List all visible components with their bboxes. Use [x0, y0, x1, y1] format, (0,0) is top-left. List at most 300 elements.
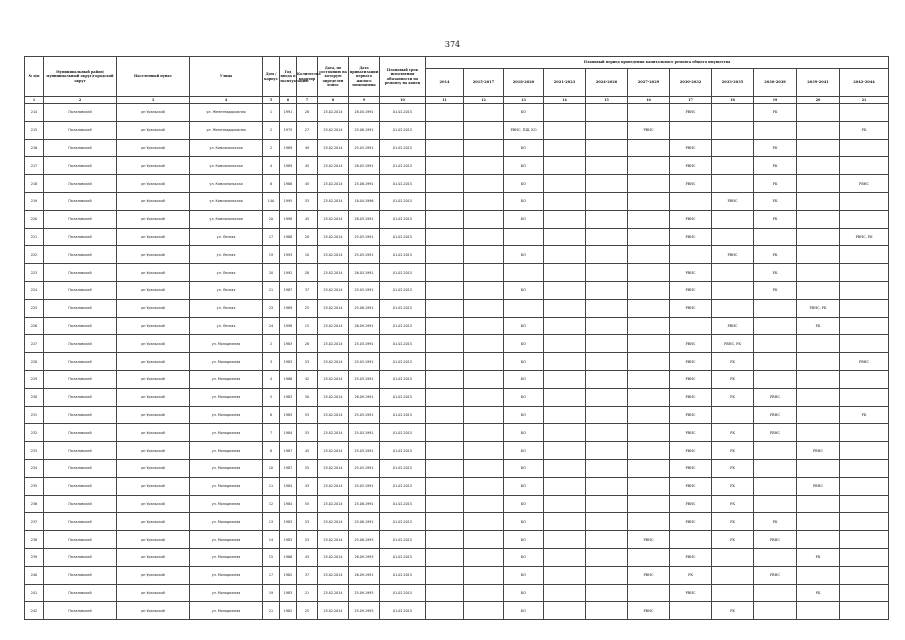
- plan-cell: [712, 104, 754, 122]
- plan-cell: [544, 602, 586, 620]
- table-row: [25, 424, 889, 442]
- plan-cell: [544, 121, 586, 139]
- plan-cell: КО: [504, 566, 544, 584]
- row-number: 234: [25, 459, 44, 477]
- date-state-cell: 25.02.2014: [318, 317, 349, 335]
- plan-cell: [464, 531, 504, 549]
- header-year-period: 2030-2032: [670, 69, 712, 97]
- date-privatization-cell: 26.09.1991: [349, 317, 380, 335]
- row-number: 235: [25, 477, 44, 495]
- deadline-cell: 01.02.2015: [380, 370, 426, 388]
- house-cell: 23: [263, 299, 280, 317]
- deadline-cell: 01.02.2015: [380, 566, 426, 584]
- house-cell: 17: [263, 228, 280, 246]
- plan-cell: [628, 477, 670, 495]
- plan-cell: [670, 121, 712, 139]
- plan-cell: [840, 139, 889, 157]
- plan-cell: [797, 406, 840, 424]
- plan-cell: [754, 317, 797, 335]
- plan-cell: [426, 424, 464, 442]
- apartments-cell: 49: [297, 139, 318, 157]
- year-built-cell: 1988: [280, 228, 297, 246]
- year-built-cell: 1975: [280, 121, 297, 139]
- plan-cell: КО: [504, 317, 544, 335]
- date-privatization-cell: 25.09.1993: [349, 602, 380, 620]
- date-privatization-cell: 28.05.1991: [349, 104, 380, 122]
- plan-cell: [840, 477, 889, 495]
- plan-cell: [840, 299, 889, 317]
- street-cell: ул. Молодежная: [190, 370, 263, 388]
- plan-cell: [426, 584, 464, 602]
- street-cell: ул. Лесная: [190, 228, 263, 246]
- table-row: [25, 459, 889, 477]
- plan-cell: [544, 210, 586, 228]
- plan-cell: [544, 317, 586, 335]
- plan-cell: [712, 281, 754, 299]
- plan-cell: [544, 459, 586, 477]
- column-number: 2: [44, 97, 117, 104]
- plan-cell: [544, 157, 586, 175]
- plan-cell: КО: [504, 477, 544, 495]
- plan-cell: [712, 406, 754, 424]
- plan-cell: РВНС: [670, 584, 712, 602]
- plan-cell: [840, 104, 889, 122]
- header-apartments: Количество квартир: [297, 57, 318, 97]
- district-cell: Пыталовский: [44, 602, 117, 620]
- header-year-period: 2014: [426, 69, 464, 97]
- date-privatization-cell: 26.09.1993: [349, 548, 380, 566]
- plan-cell: [797, 424, 840, 442]
- header-year-period: 2042-2044: [840, 69, 889, 97]
- plan-cell: РВНС: [670, 495, 712, 513]
- year-built-cell: 1998: [280, 317, 297, 335]
- plan-cell: [586, 584, 628, 602]
- plan-cell: РК: [840, 406, 889, 424]
- year-built-cell: 1991: [280, 104, 297, 122]
- row-number: 231: [25, 406, 44, 424]
- plan-cell: [712, 584, 754, 602]
- date-privatization-cell: 25.03.1991: [349, 139, 380, 157]
- plan-cell: [426, 442, 464, 460]
- plan-cell: [464, 335, 504, 353]
- house-cell: 19: [263, 584, 280, 602]
- street-cell: ул. Лесная: [190, 281, 263, 299]
- plan-cell: РВНС: [797, 477, 840, 495]
- district-cell: Пыталовский: [44, 584, 117, 602]
- plan-cell: [464, 566, 504, 584]
- plan-cell: [586, 228, 628, 246]
- year-built-cell: 1984: [280, 495, 297, 513]
- plan-cell: [797, 210, 840, 228]
- house-cell: 7: [263, 424, 280, 442]
- row-number: 239: [25, 548, 44, 566]
- house-cell: 2А: [263, 210, 280, 228]
- street-cell: ул. Железнодорожная: [190, 104, 263, 122]
- date-state-cell: 25.02.2014: [318, 531, 349, 549]
- settlement-cell: рп Уральский: [117, 228, 190, 246]
- plan-cell: РВНС: [670, 264, 712, 282]
- date-state-cell: 25.02.2014: [318, 495, 349, 513]
- plan-cell: [426, 353, 464, 371]
- document-sheet: [24, 56, 888, 620]
- plan-cell: [840, 566, 889, 584]
- plan-cell: [754, 353, 797, 371]
- plan-cell: РК: [712, 602, 754, 620]
- deadline-cell: 01.02.2015: [380, 584, 426, 602]
- street-cell: ул. Молодежная: [190, 548, 263, 566]
- plan-cell: РВНС: [628, 121, 670, 139]
- plan-cell: [426, 495, 464, 513]
- table-row: [25, 442, 889, 460]
- plan-cell: [628, 335, 670, 353]
- apartments-cell: 20: [297, 228, 318, 246]
- date-state-cell: 25.02.2014: [318, 353, 349, 371]
- column-number: 18: [712, 97, 754, 104]
- date-privatization-cell: 25.03.1991: [349, 459, 380, 477]
- column-number: 19: [754, 97, 797, 104]
- apartments-cell: 28: [297, 104, 318, 122]
- plan-cell: РК: [754, 175, 797, 193]
- date-state-cell: 25.02.2014: [318, 139, 349, 157]
- plan-cell: КО: [504, 513, 544, 531]
- table-row: [25, 531, 889, 549]
- plan-cell: РВНС: [754, 424, 797, 442]
- plan-cell: РВНС: [670, 210, 712, 228]
- plan-cell: [840, 442, 889, 460]
- plan-cell: КО: [504, 246, 544, 264]
- settlement-cell: рп Уральский: [117, 299, 190, 317]
- date-state-cell: 25.02.2014: [318, 281, 349, 299]
- plan-cell: [426, 531, 464, 549]
- row-number: 223: [25, 264, 44, 282]
- plan-cell: [544, 264, 586, 282]
- date-privatization-cell: 25.08.1991: [349, 495, 380, 513]
- date-state-cell: 25.02.2014: [318, 566, 349, 584]
- date-state-cell: 25.02.2014: [318, 370, 349, 388]
- district-cell: Пыталовский: [44, 353, 117, 371]
- settlement-cell: рп Уральский: [117, 584, 190, 602]
- plan-cell: РВНС: [670, 335, 712, 353]
- table-row: [25, 370, 889, 388]
- date-state-cell: 25.02.2014: [318, 157, 349, 175]
- house-cell: 3: [263, 353, 280, 371]
- deadline-cell: 01.02.2015: [380, 513, 426, 531]
- plan-cell: [797, 459, 840, 477]
- plan-cell: РВНС: [670, 477, 712, 495]
- header-year-period: 2024-2026: [586, 69, 628, 97]
- district-cell: Пыталовский: [44, 513, 117, 531]
- plan-cell: РВНС: [840, 353, 889, 371]
- house-cell: 6: [263, 406, 280, 424]
- plan-cell: [797, 281, 840, 299]
- plan-cell: [426, 299, 464, 317]
- plan-cell: РВНС: [670, 370, 712, 388]
- plan-cell: [464, 299, 504, 317]
- plan-cell: [797, 513, 840, 531]
- table-row: [25, 353, 889, 371]
- plan-cell: [797, 139, 840, 157]
- plan-cell: [464, 513, 504, 531]
- date-state-cell: 25.02.2014: [318, 121, 349, 139]
- street-cell: ул. Молодежная: [190, 531, 263, 549]
- table-row: [25, 388, 889, 406]
- plan-cell: [586, 281, 628, 299]
- plan-cell: [426, 388, 464, 406]
- date-privatization-cell: 25.03.1991: [349, 353, 380, 371]
- plan-cell: [628, 192, 670, 210]
- row-number: 233: [25, 442, 44, 460]
- plan-cell: РК: [754, 210, 797, 228]
- plan-cell: [840, 335, 889, 353]
- plan-cell: [628, 157, 670, 175]
- plan-cell: [712, 157, 754, 175]
- plan-cell: [464, 495, 504, 513]
- plan-cell: [426, 281, 464, 299]
- year-built-cell: 1983: [280, 513, 297, 531]
- plan-cell: [712, 139, 754, 157]
- table-row: [25, 513, 889, 531]
- plan-cell: [797, 335, 840, 353]
- plan-cell: [840, 548, 889, 566]
- table-row: [25, 264, 889, 282]
- plan-cell: [628, 459, 670, 477]
- header-year-period: 2036-2038: [754, 69, 797, 97]
- column-number: 14: [544, 97, 586, 104]
- district-cell: Пыталовский: [44, 264, 117, 282]
- plan-cell: [464, 281, 504, 299]
- plan-cell: [628, 353, 670, 371]
- column-number: 11: [426, 97, 464, 104]
- district-cell: Пыталовский: [44, 566, 117, 584]
- year-built-cell: 1983: [280, 335, 297, 353]
- row-number: 220: [25, 210, 44, 228]
- house-cell: 10: [263, 459, 280, 477]
- header-date-privatization: Дата приватизации первого жилого помещения: [349, 57, 380, 97]
- plan-cell: [544, 548, 586, 566]
- plan-cell: [426, 121, 464, 139]
- plan-cell: [840, 584, 889, 602]
- plan-cell: [840, 281, 889, 299]
- deadline-cell: 01.02.2015: [380, 531, 426, 549]
- plan-cell: [712, 121, 754, 139]
- header-year-period: 2033-2035: [712, 69, 754, 97]
- plan-cell: [586, 104, 628, 122]
- table-row: [25, 281, 889, 299]
- plan-cell: РК: [712, 353, 754, 371]
- plan-cell: [426, 192, 464, 210]
- plan-cell: РВНС: [670, 139, 712, 157]
- plan-cell: [586, 388, 628, 406]
- column-number: 4: [190, 97, 263, 104]
- settlement-cell: рп Уральский: [117, 513, 190, 531]
- plan-cell: РК: [712, 388, 754, 406]
- deadline-cell: 01.02.2015: [380, 210, 426, 228]
- district-cell: Пыталовский: [44, 406, 117, 424]
- plan-cell: [464, 477, 504, 495]
- table-row: [25, 104, 889, 122]
- plan-cell: КО: [504, 353, 544, 371]
- plan-cell: РВНС: [628, 531, 670, 549]
- plan-cell: [712, 299, 754, 317]
- plan-cell: [544, 442, 586, 460]
- district-cell: Пыталовский: [44, 228, 117, 246]
- date-privatization-cell: 28.03.1991: [349, 210, 380, 228]
- settlement-cell: рп Уральский: [117, 281, 190, 299]
- plan-cell: [586, 121, 628, 139]
- plan-cell: [628, 228, 670, 246]
- apartments-cell: 28: [297, 335, 318, 353]
- street-cell: ул. Лесная: [190, 299, 263, 317]
- year-built-cell: 1992: [280, 264, 297, 282]
- street-cell: ул. Молодежная: [190, 406, 263, 424]
- plan-cell: [426, 548, 464, 566]
- plan-cell: [586, 406, 628, 424]
- plan-cell: [426, 370, 464, 388]
- plan-cell: [426, 139, 464, 157]
- street-cell: ул. Молодежная: [190, 513, 263, 531]
- header-deadline: Плановый срок исполнения обязанности по ремонту на конец: [380, 57, 426, 97]
- plan-cell: [628, 584, 670, 602]
- date-state-cell: 25.02.2014: [318, 264, 349, 282]
- district-cell: Пыталовский: [44, 246, 117, 264]
- year-built-cell: 1986: [280, 370, 297, 388]
- date-privatization-cell: 25.03.1991: [349, 370, 380, 388]
- plan-cell: [426, 335, 464, 353]
- column-number: 7: [297, 97, 318, 104]
- plan-cell: КО: [504, 424, 544, 442]
- plan-cell: [840, 531, 889, 549]
- plan-cell: РВНС: [670, 353, 712, 371]
- plan-cell: [544, 353, 586, 371]
- house-cell: 2: [263, 139, 280, 157]
- plan-cell: [797, 602, 840, 620]
- house-cell: 24: [263, 317, 280, 335]
- year-built-cell: 1984: [280, 424, 297, 442]
- date-state-cell: 25.02.2014: [318, 602, 349, 620]
- house-cell: 6: [263, 175, 280, 193]
- plan-cell: [464, 246, 504, 264]
- deadline-cell: 01.02.2015: [380, 495, 426, 513]
- plan-cell: [670, 246, 712, 264]
- column-number: 8: [318, 97, 349, 104]
- date-privatization-cell: 25.08.1993: [349, 531, 380, 549]
- plan-cell: [544, 406, 586, 424]
- column-number: 1: [25, 97, 44, 104]
- table-row: [25, 566, 889, 584]
- plan-cell: РВНС: [840, 175, 889, 193]
- settlement-cell: рп Уральский: [117, 353, 190, 371]
- date-state-cell: 25.02.2014: [318, 299, 349, 317]
- plan-cell: [426, 566, 464, 584]
- apartments-cell: 37: [297, 566, 318, 584]
- table-row: [25, 157, 889, 175]
- plan-cell: [426, 228, 464, 246]
- plan-cell: [754, 602, 797, 620]
- plan-cell: [464, 548, 504, 566]
- date-state-cell: 25.02.2014: [318, 548, 349, 566]
- settlement-cell: рп Уральский: [117, 495, 190, 513]
- header-num: № п/п: [25, 57, 44, 97]
- row-number: 214: [25, 104, 44, 122]
- deadline-cell: 01.02.2015: [380, 353, 426, 371]
- plan-cell: РВНС, РК: [797, 299, 840, 317]
- plan-cell: [670, 531, 712, 549]
- apartments-cell: 53: [297, 192, 318, 210]
- apartments-cell: 45: [297, 442, 318, 460]
- plan-cell: РК: [840, 121, 889, 139]
- plan-cell: [504, 228, 544, 246]
- date-privatization-cell: 25.08.1991: [349, 175, 380, 193]
- plan-cell: [544, 370, 586, 388]
- plan-cell: [586, 210, 628, 228]
- row-number: 218: [25, 175, 44, 193]
- plan-cell: [628, 370, 670, 388]
- apartments-cell: 28: [297, 264, 318, 282]
- district-cell: Пыталовский: [44, 531, 117, 549]
- plan-cell: [628, 513, 670, 531]
- plan-cell: [426, 406, 464, 424]
- house-cell: 2: [263, 335, 280, 353]
- settlement-cell: рп Уральский: [117, 192, 190, 210]
- plan-cell: [586, 424, 628, 442]
- plan-cell: РВНС, РК: [712, 335, 754, 353]
- plan-cell: КО: [504, 175, 544, 193]
- year-built-cell: 1993: [280, 246, 297, 264]
- plan-cell: [464, 317, 504, 335]
- row-number: 229: [25, 370, 44, 388]
- date-state-cell: 25.02.2014: [318, 388, 349, 406]
- house-cell: 15: [263, 548, 280, 566]
- row-number: 238: [25, 531, 44, 549]
- plan-cell: [426, 317, 464, 335]
- date-state-cell: 25.02.2014: [318, 513, 349, 531]
- plan-cell: КО: [504, 210, 544, 228]
- plan-cell: [464, 157, 504, 175]
- deadline-cell: 01.02.2015: [380, 388, 426, 406]
- plan-cell: [840, 513, 889, 531]
- apartments-cell: 53: [297, 531, 318, 549]
- date-privatization-cell: 25.03.1991: [349, 424, 380, 442]
- header-house: Дом / корпус: [263, 57, 280, 97]
- street-cell: ул. Лесная: [190, 246, 263, 264]
- row-number: 230: [25, 388, 44, 406]
- apartments-cell: 53: [297, 424, 318, 442]
- district-cell: Пыталовский: [44, 281, 117, 299]
- plan-cell: [464, 104, 504, 122]
- plan-cell: РВНС: [628, 566, 670, 584]
- house-cell: 20: [263, 264, 280, 282]
- plan-cell: [586, 566, 628, 584]
- plan-cell: [504, 299, 544, 317]
- apartments-cell: 43: [297, 477, 318, 495]
- house-cell: 11: [263, 477, 280, 495]
- plan-cell: РК: [712, 495, 754, 513]
- deadline-cell: 01.02.2015: [380, 406, 426, 424]
- date-privatization-cell: 25.08.1991: [349, 513, 380, 531]
- year-built-cell: 1989: [280, 157, 297, 175]
- house-cell: 8: [263, 442, 280, 460]
- year-built-cell: 1983: [280, 531, 297, 549]
- plan-cell: [586, 317, 628, 335]
- plan-cell: [586, 139, 628, 157]
- header-year-period: 2027-2029: [628, 69, 670, 97]
- plan-cell: [544, 281, 586, 299]
- plan-cell: РВНС: [712, 192, 754, 210]
- year-built-cell: 1995: [280, 192, 297, 210]
- row-number: 241: [25, 584, 44, 602]
- settlement-cell: рп Уральский: [117, 548, 190, 566]
- row-number: 236: [25, 495, 44, 513]
